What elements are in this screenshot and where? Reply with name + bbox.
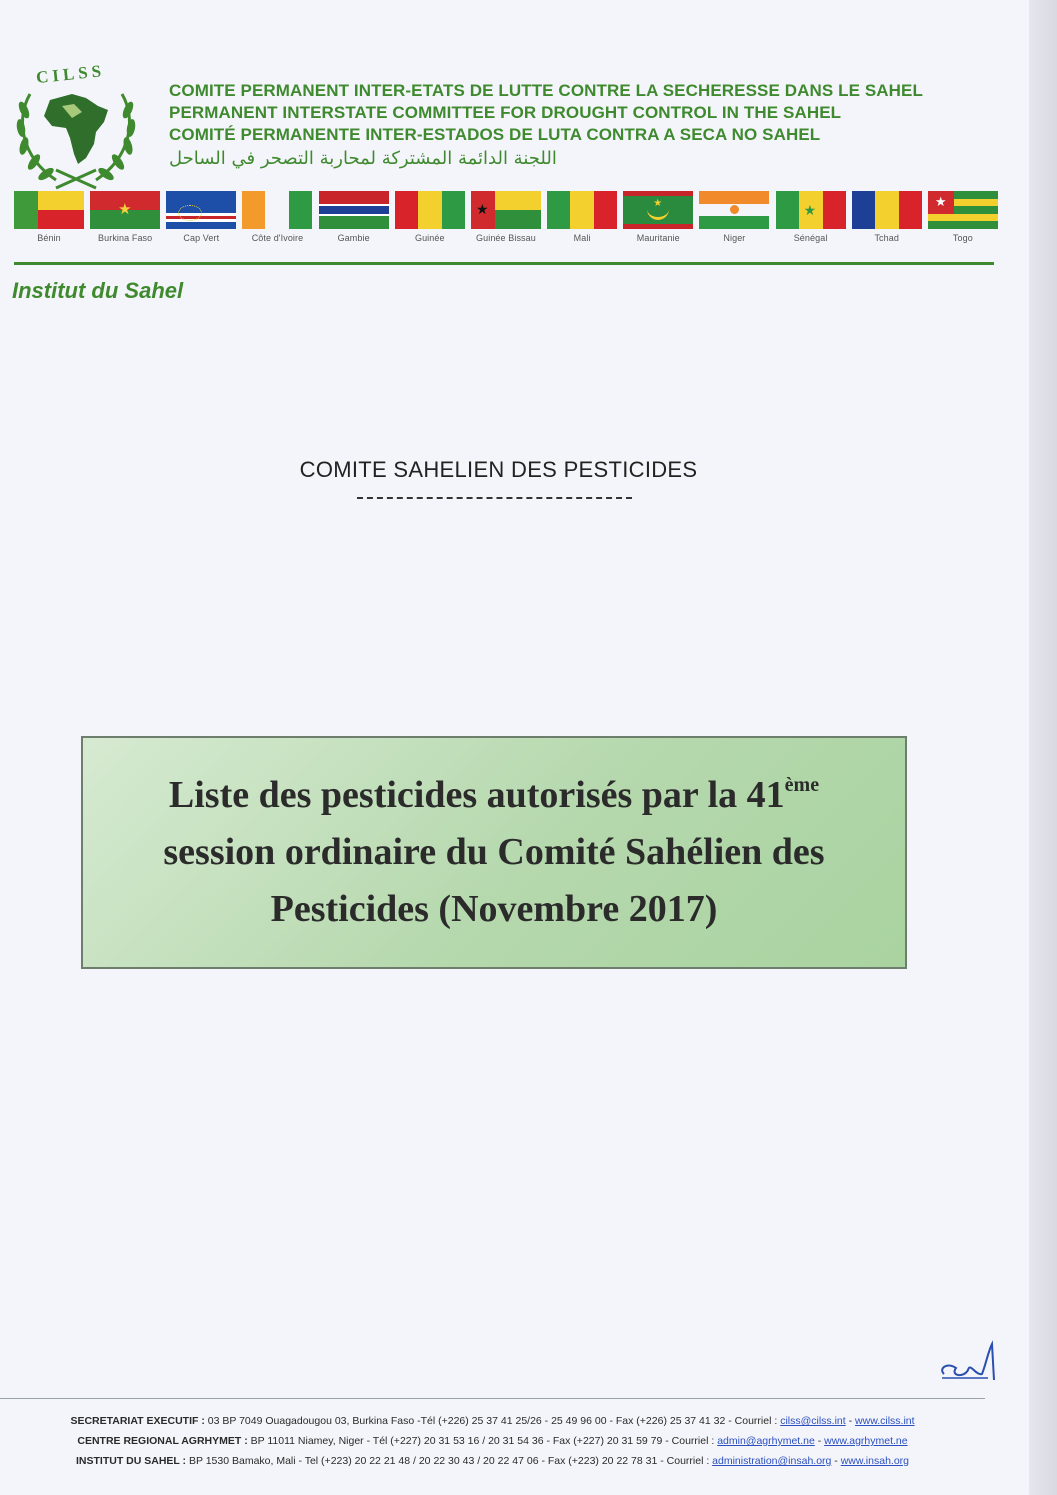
senegal-flag-icon: ★ [776,191,846,229]
cap-vert-flag-icon [166,191,236,229]
togo-flag-icon: ★ [928,191,998,229]
footer-row-secretariat [0,1411,985,1431]
header-divider [14,262,994,265]
footer-label: CENTRE REGIONAL AGRHYMET : [77,1435,248,1447]
handwritten-initials [936,1340,996,1388]
title-line-1: Liste des pesticides autorisés par la 41 [168,774,785,816]
cilss-logo [12,66,140,192]
gambie-flag-icon [319,191,389,229]
title-superscript: ème [784,774,820,796]
guinee-flag-icon [395,191,465,229]
website-link[interactable]: www.insah.org [840,1455,909,1467]
flag-label: Mauritanie [636,233,680,243]
flag-label: Niger [723,233,746,243]
email-link[interactable]: admin@agrhymet.ne [717,1435,815,1447]
flag-label: Côte d'Ivoire [251,233,304,243]
flag-label: Cap Vert [183,233,220,243]
footer-text: 03 BP 7049 Ouagadougou 03, Burkina Faso -Tél (+226) 25 37 41 25/26 - 25 49 96 00 - Fax (+226) 25 37 41 32 - Courriel : [204,1415,781,1427]
mali-flag-icon [547,191,617,229]
flag-label: Bénin [37,233,61,243]
flag-cap-vert [166,191,236,243]
flag-tchad [852,191,922,243]
institute-name: Institut du Sahel [12,278,184,303]
flag-cote-divoire [242,191,312,243]
flag-mali [547,191,617,243]
flag-label: Gambie [337,233,370,243]
logo-acronym: CILSS [35,61,106,88]
email-link[interactable]: cilss@cilss.int [780,1415,846,1427]
footer-label: SECRETARIAT EXECUTIF : [70,1415,205,1427]
tchad-flag-icon [852,191,922,229]
flag-niger [699,191,769,243]
document-title [104,767,884,938]
heading-dashed-underline [357,497,632,499]
email-link[interactable]: administration@insah.org [712,1455,832,1467]
guinee-bissau-flag-icon: ★ [471,191,541,229]
header-line-en: PERMANENT INTERSTATE COMMITTEE FOR DROUGHT CONTROL IN THE SAHEL [169,103,842,122]
footer-separator: - [845,1415,856,1427]
footer-separator: - [814,1435,825,1447]
flag-mauritanie [623,191,693,243]
niger-flag-icon [699,191,769,229]
flag-label: Togo [952,233,973,243]
flag-label: Burkina Faso [98,233,153,243]
flag-label: Sénégal [793,233,828,243]
header-line-ar: اللجنة الدائمة المشتركة لمحاربة التصحر في الساحل [169,148,557,169]
header-line-pt: COMITÉ PERMANENTE INTER-ESTADOS DE LUTA CONTRA A SECA NO SAHEL [169,125,821,144]
document-title-box [81,736,907,969]
flag-guinee-bissau [471,191,541,243]
flag-senegal [776,191,846,243]
header-organization-names [169,80,999,172]
header-line-fr: COMITE PERMANENT INTER-ETATS DE LUTTE CONTRE LA SECHERESSE DANS LE SAHEL [169,81,923,100]
page-edge-shadow [1029,0,1057,1495]
website-link[interactable]: www.agrhymet.ne [824,1435,908,1447]
footer-label: INSTITUT DU SAHEL : [75,1455,187,1467]
committee-heading: COMITE SAHELIEN DES PESTICIDES [299,457,698,482]
flag-benin [14,191,84,243]
title-line-2: session ordinaire du Comité Sahélien des [163,831,825,873]
burkina-faso-flag-icon: ★ [90,191,160,229]
member-flags [14,191,998,243]
benin-flag-icon [14,191,84,229]
flag-label: Tchad [874,233,899,243]
title-line-3: Pesticides (Novembre 2017) [270,888,718,930]
flag-togo [928,191,998,243]
flag-gambie [319,191,389,243]
footer-text: BP 11011 Niamey, Niger - Tél (+227) 20 31 53 16 / 20 31 54 36 - Fax (+227) 20 31 59 79 - Courriel : [247,1435,718,1447]
footer-text: BP 1530 Bamako, Mali - Tel (+223) 20 22 21 48 / 20 22 30 43 / 20 22 47 06 - Fax (+223) 20 22 78 31 - Courriel : [186,1455,713,1467]
flag-guinee [395,191,465,243]
flag-burkina-faso [90,191,160,243]
flag-label: Mali [573,233,591,243]
footer-contacts [0,1411,985,1471]
flag-label: Guinée [414,233,445,243]
mauritanie-flag-icon: ★ [623,191,693,229]
footer-separator: - [831,1455,841,1467]
website-link[interactable]: www.cilss.int [855,1415,915,1427]
footer-divider [0,1398,985,1399]
footer-row-agrhymet [0,1431,985,1451]
flag-label: Guinée Bissau [476,233,536,243]
footer-row-insah [0,1451,985,1471]
cote-divoire-flag-icon [242,191,312,229]
